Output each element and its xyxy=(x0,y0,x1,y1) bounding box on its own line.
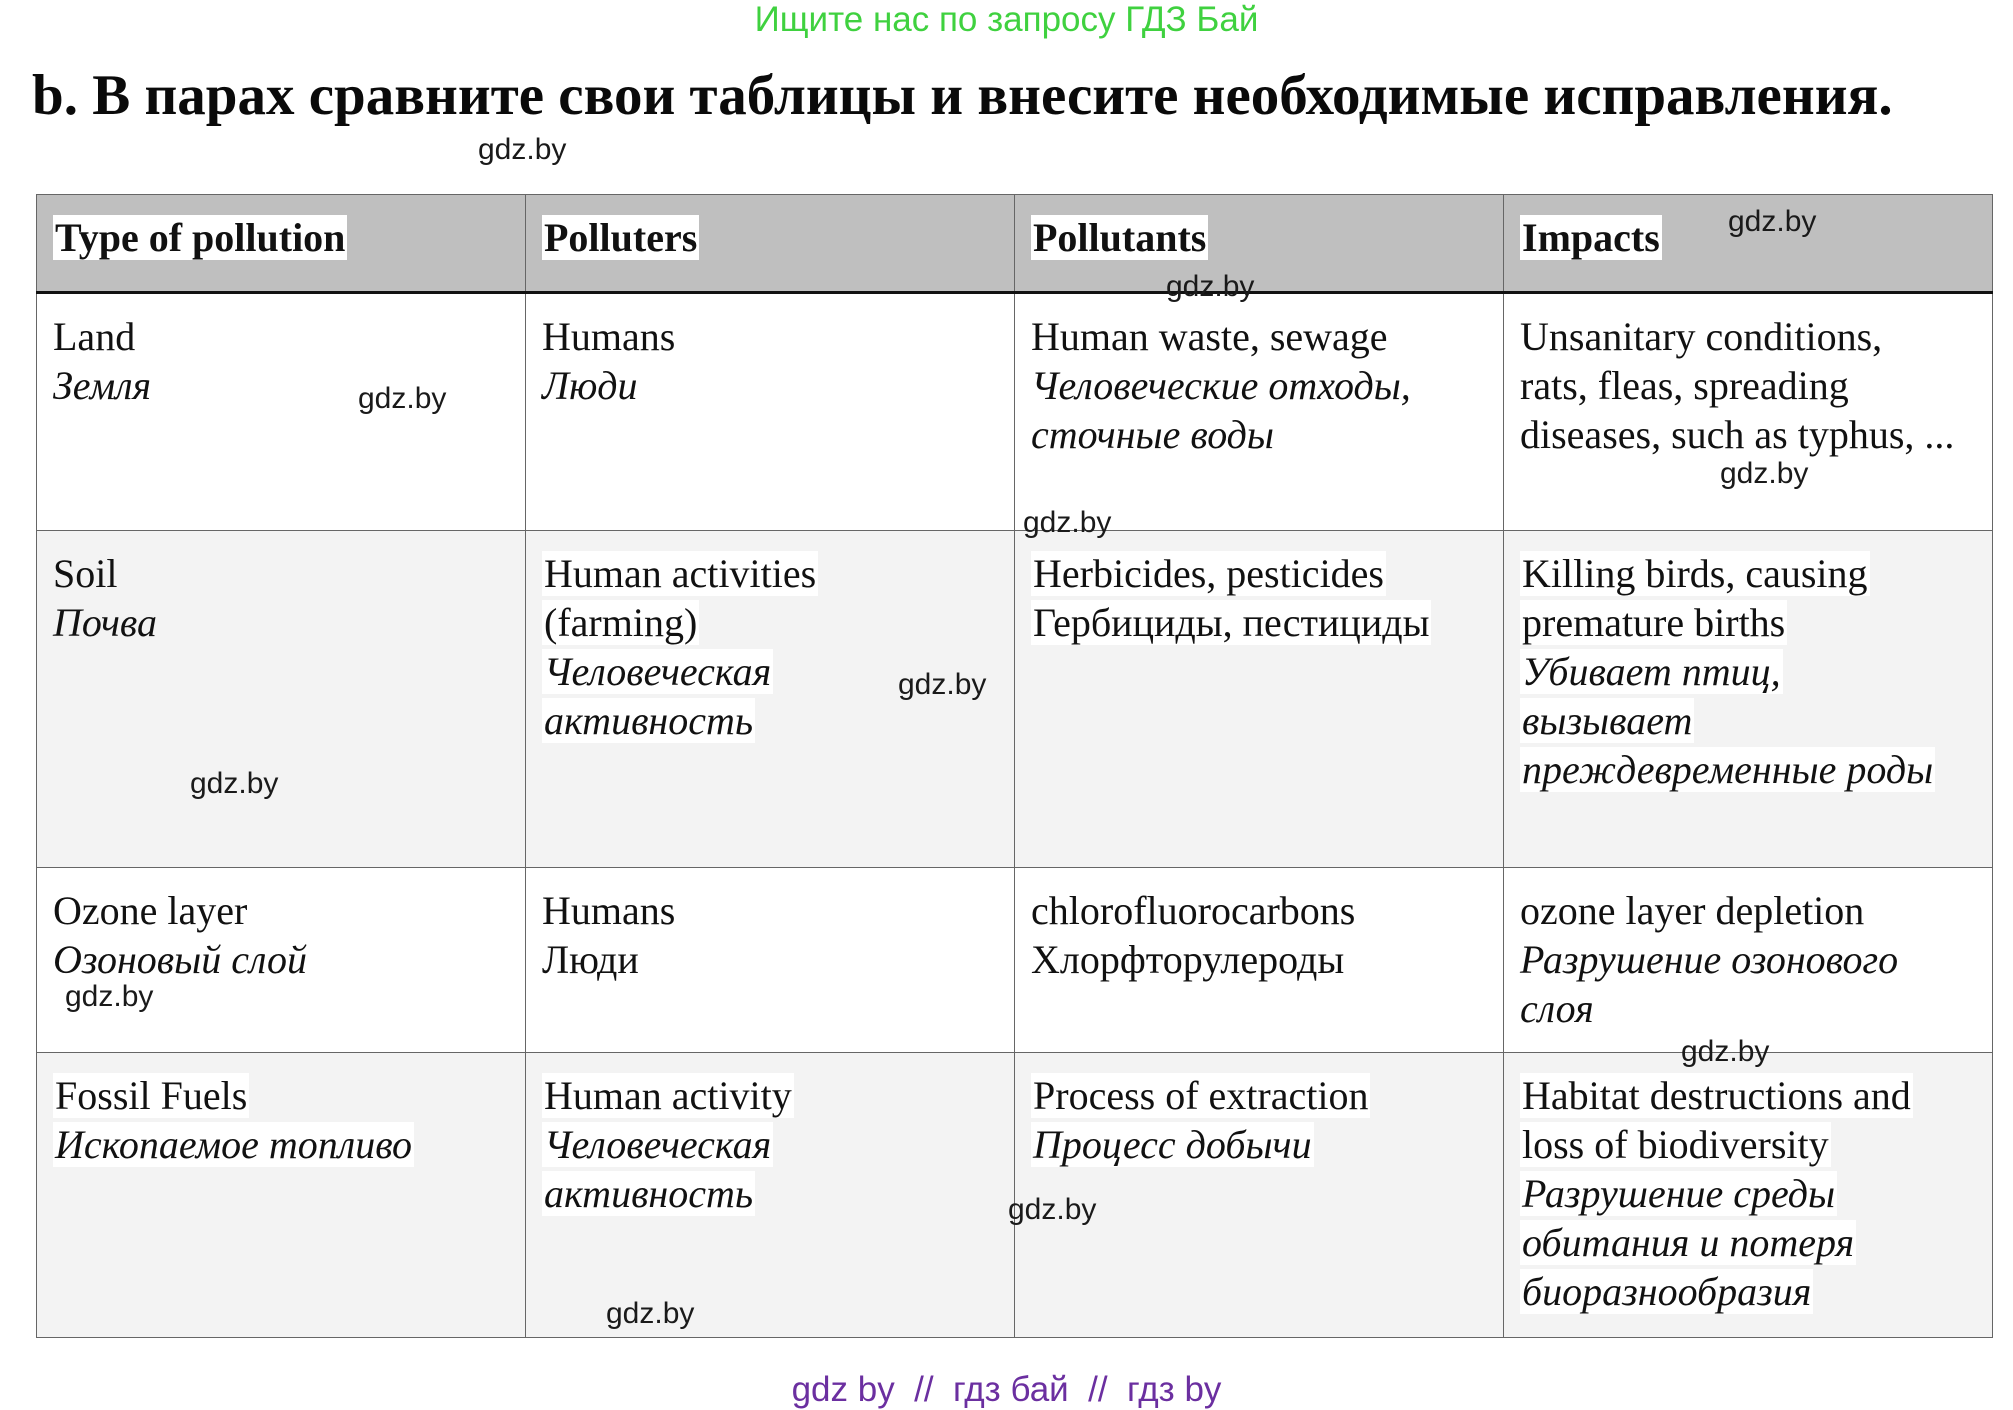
cell-text-ru: слоя xyxy=(1520,986,1594,1031)
watermark: gdz.by xyxy=(1008,1193,1097,1226)
cell-text-ru: Разрушение озонового xyxy=(1520,937,1899,982)
cell-text-en: Ozone layer xyxy=(53,888,248,933)
cell-text-ru: активность xyxy=(544,1171,754,1216)
cell-text-ru: сточные воды xyxy=(1031,412,1275,457)
cell-text-en: chlorofluorocarbons xyxy=(1031,888,1356,933)
watermark: gdz.by xyxy=(1681,1035,1770,1068)
cell-text-ru: Ископаемое топливо xyxy=(55,1122,413,1167)
cell-text-ru: Земля xyxy=(53,363,152,408)
pollution-table xyxy=(36,194,1993,1338)
cell-text-ru: Процесс добычи xyxy=(1033,1122,1312,1167)
table-row xyxy=(37,868,1993,1053)
cell-text-en: premature births xyxy=(1522,600,1786,645)
watermark: gdz.by xyxy=(65,980,154,1013)
header-pollutants: Pollutants xyxy=(1015,195,1504,293)
cell-polluters xyxy=(526,1053,1015,1338)
cell-text-ru: Разрушение среды xyxy=(1522,1171,1836,1216)
cell-polluters xyxy=(526,293,1015,531)
table-row xyxy=(37,293,1993,531)
cell-text-ru: Человеческие отходы, xyxy=(1031,363,1411,408)
cell-text-ru: Озоновый слой xyxy=(53,937,307,982)
cell-polluters xyxy=(526,868,1015,1053)
cell-impacts xyxy=(1504,531,1993,868)
cell-text-en: Habitat destructions and xyxy=(1522,1073,1911,1118)
header-impacts: Impacts xyxy=(1504,195,1993,293)
cell-text-en: Human activity xyxy=(544,1073,792,1118)
cell-text-en: diseases, such as typhus, ... xyxy=(1520,412,1955,457)
watermark: gdz.by xyxy=(1720,457,1809,490)
cell-type xyxy=(37,531,526,868)
cell-text-en: rats, fleas, spreading xyxy=(1520,363,1849,408)
cell-pollutants xyxy=(1015,531,1504,868)
cell-text-en: Humans xyxy=(542,314,676,359)
cell-text-en: Land xyxy=(53,314,136,359)
cell-text-ru: вызывает xyxy=(1522,698,1693,743)
watermark: gdz.by xyxy=(1166,270,1255,303)
cell-text-ru: активность xyxy=(544,698,754,743)
cell-text-ru: Почва xyxy=(53,600,158,645)
footer-links: gdz by // гдз бай // гдз by xyxy=(791,1370,1222,1409)
cell-text-en: Human activities xyxy=(544,551,817,596)
cell-text-en: Unsanitary conditions, xyxy=(1520,314,1883,359)
cell-text-en: Herbicides, pesticides xyxy=(1033,551,1384,596)
cell-text-ru: Убивает птиц, xyxy=(1522,649,1781,694)
table-header-row xyxy=(37,195,1993,293)
cell-type xyxy=(37,293,526,531)
watermark: gdz.by xyxy=(1728,205,1817,238)
cell-type xyxy=(37,868,526,1053)
cell-text-en: Process of extraction xyxy=(1033,1073,1369,1118)
watermark: gdz.by xyxy=(898,668,987,701)
cell-pollutants xyxy=(1015,868,1504,1053)
header-type-of-pollution: Type of pollution xyxy=(37,195,526,293)
cell-text-ru: Человеческая xyxy=(544,1122,772,1167)
cell-text-en: Humans xyxy=(542,888,676,933)
cell-text-en: (farming) xyxy=(544,600,698,645)
cell-text-ru: биоразнообразия xyxy=(1522,1269,1812,1314)
cell-text-ru: обитания и потеря xyxy=(1522,1220,1855,1265)
cell-text-ru: преждевременные роды xyxy=(1522,747,1934,792)
watermark: gdz.by xyxy=(478,133,567,166)
cell-text-en: Human waste, sewage xyxy=(1031,314,1388,359)
search-banner: Ищите нас по запросу ГДЗ Бай xyxy=(754,0,1259,39)
cell-pollutants xyxy=(1015,293,1504,531)
cell-text-ru: Люди xyxy=(542,937,639,982)
table-row xyxy=(37,531,1993,868)
watermark: gdz.by xyxy=(358,382,447,415)
page-title: b. В парах сравните свои таблицы и внесите необходимые исправления. xyxy=(32,64,1893,127)
cell-text-en: Killing birds, causing xyxy=(1522,551,1868,596)
watermark: gdz.by xyxy=(1023,506,1112,539)
cell-text-ru: Человеческая xyxy=(544,649,772,694)
cell-text-en: Soil xyxy=(53,551,118,596)
cell-text-ru: Хлорфторулероды xyxy=(1031,937,1345,982)
cell-impacts xyxy=(1504,293,1993,531)
cell-text-en: ozone layer depletion xyxy=(1520,888,1865,933)
cell-impacts xyxy=(1504,1053,1993,1338)
watermark: gdz.by xyxy=(606,1297,695,1330)
header-polluters: Polluters xyxy=(526,195,1015,293)
cell-text-ru: Люди xyxy=(542,363,638,408)
cell-text-ru: Гербициды, пестициды xyxy=(1033,600,1430,645)
cell-text-en: Fossil Fuels xyxy=(55,1073,248,1118)
cell-impacts xyxy=(1504,868,1993,1053)
watermark: gdz.by xyxy=(190,767,279,800)
cell-type xyxy=(37,1053,526,1338)
cell-text-en: loss of biodiversity xyxy=(1522,1122,1829,1167)
